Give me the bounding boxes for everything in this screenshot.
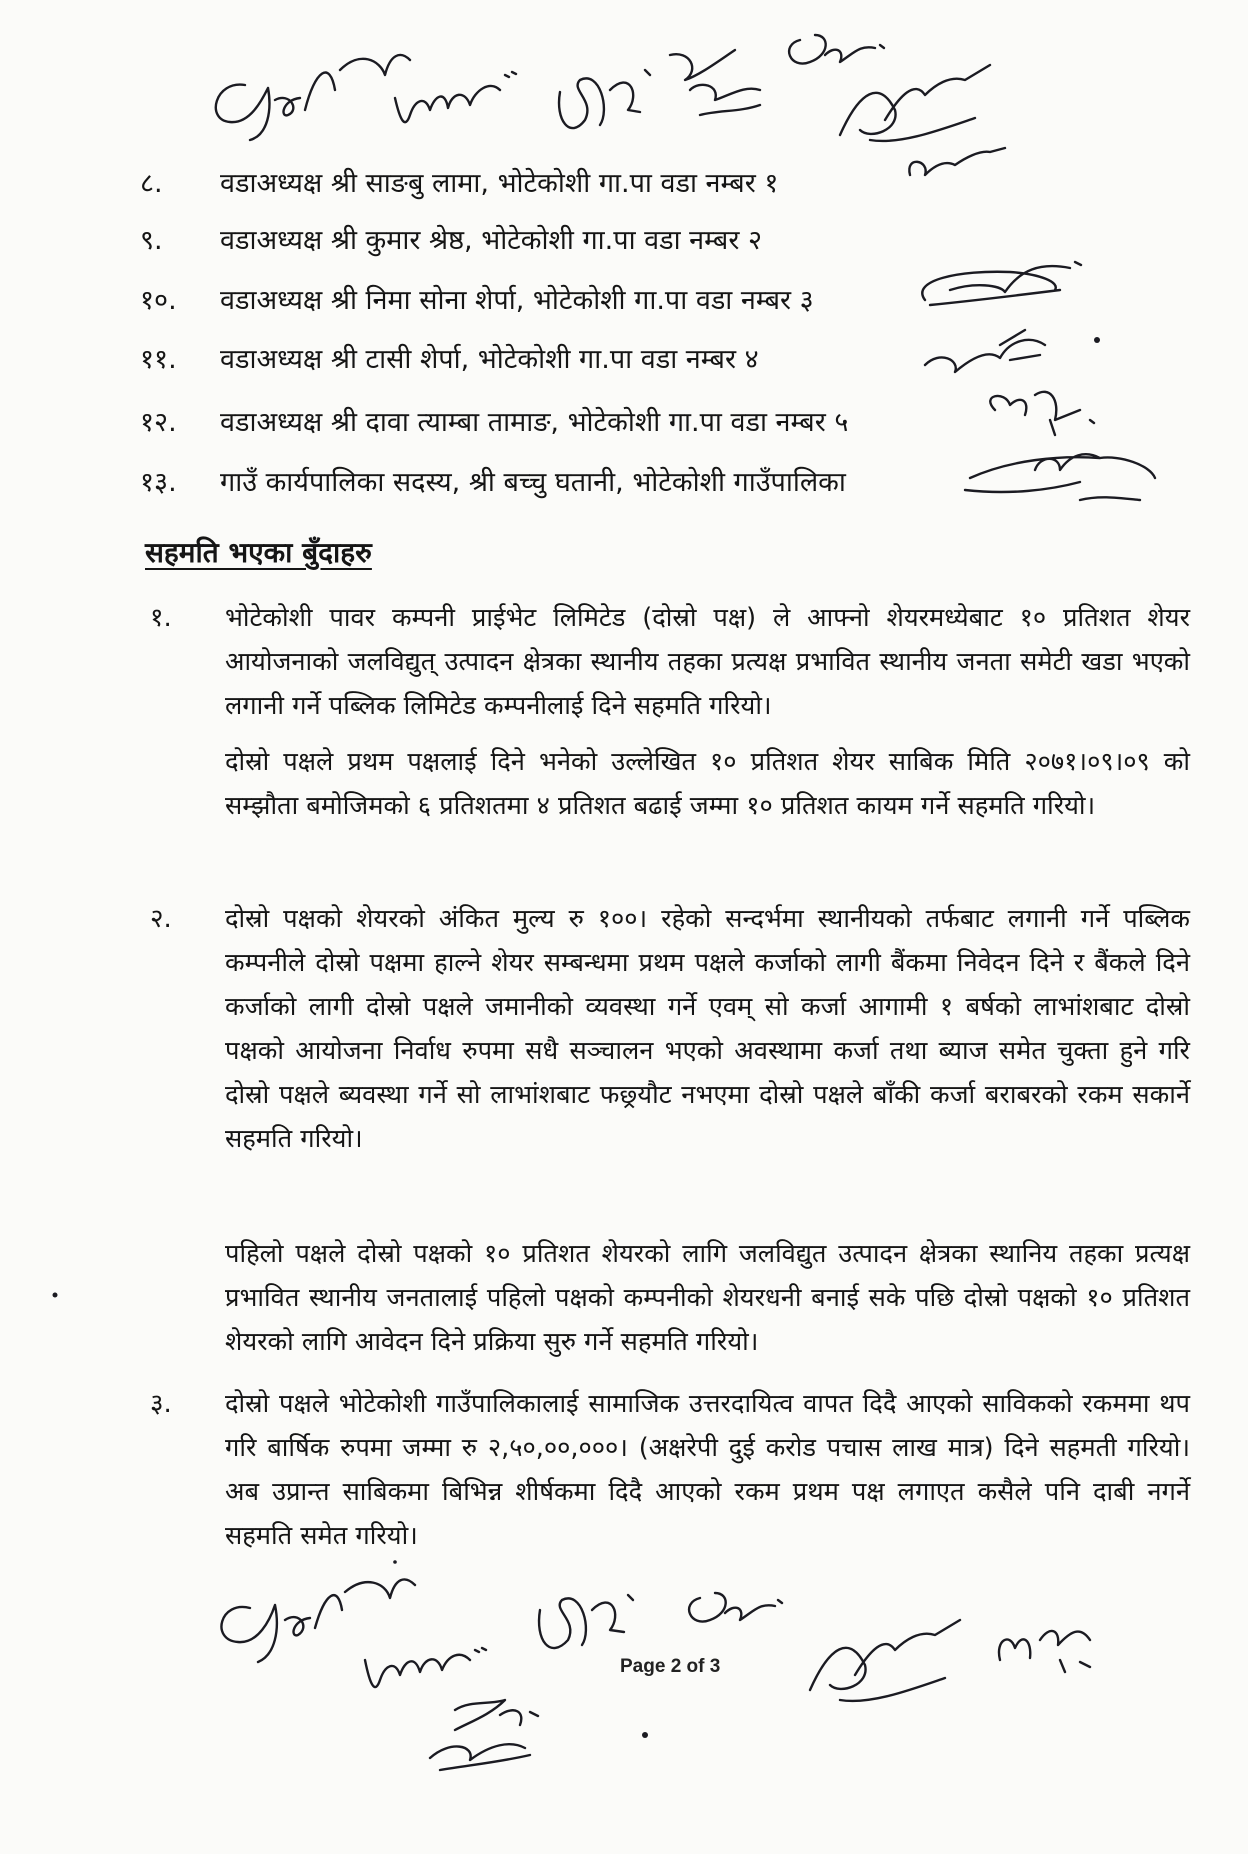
attendee-row	[140, 343, 759, 377]
point-number: १.	[150, 603, 172, 633]
attendee-text: वडाअध्यक्ष श्री निमा सोना शेर्पा, भोटेकोशी गा.पा वडा नम्बर ३	[220, 285, 814, 316]
attendee-row	[140, 406, 848, 440]
attendee-number: १२.	[140, 407, 177, 438]
attendee-number: ८.	[140, 168, 163, 199]
attendee-text: वडाअध्यक्ष श्री साङबु लामा, भोटेकोशी गा.पा वडा नम्बर १	[220, 168, 779, 199]
attendee-row	[140, 224, 762, 258]
attendee-text: वडाअध्यक्ष श्री दावा त्याम्बा तामाङ, भोटेकोशी गा.पा वडा नम्बर ५	[220, 407, 849, 438]
attendee-row	[140, 284, 814, 318]
point-paragraph: दोस्रो पक्षले भोटेकोशी गाउँपालिकालाई सामाजिक उत्तरदायित्व वापत दिदै आएको साविकको रकममा थप गरि बार्षिक रुपमा जम्मा रु २,५०,००,०००। (अक्षरेपी दुई करोड पचास लाख मात्र) दिने सहमती गरियो। अब उप्रान्त साबिकमा बिभिन्न शीर्षकमा दिदै आएको रकम प्रथम पक्ष लगाएत कसैले पनि दाबी नगर्ने सहमति समेत गरियो।	[225, 1389, 1190, 1551]
point-paragraph: भोटेकोशी पावर कम्पनी प्राईभेट लिमिटेड (दोस्रो पक्ष) ले आफ्नो शेयरमध्येबाट १० प्रतिशत शेयर आयोजनाको जलविद्युत् उत्पादन क्षेत्रका स्थानीय तहका प्रत्यक्ष प्रभावित स्थानीय जनता समेटी खडा भएको लगानी गर्ने पब्लिक लिमिटेड कम्पनीलाई दिने सहमति गरियो।	[225, 603, 1190, 721]
point-number: ३.	[150, 1389, 172, 1419]
point-paragraph: दोस्रो पक्षको शेयरको अंकित मुल्य रु १००। रहेको सन्दर्भमा स्थानीयको तर्फबाट लगानी गर्ने पब्लिक कम्पनीले दोस्रो पक्षमा हाल्ने शेयर सम्बन्धमा प्रथम पक्षले कर्जाको लागी बैंकमा निवेदन दिने र बैंकले दिने कर्जाको लागी दोस्रो पक्षले जमानीको व्यवस्था गर्ने एवम् सो कर्जा आगामी १ बर्षको लाभांशबाट दोस्रो पक्षको आयोजना निर्वाध रुपमा सधै सञ्चालन भएको अवस्थामा कर्जा तथा ब्याज समेत चुक्ता हुने गरि दोस्रो पक्षले ब्यवस्था गर्ने सो लाभांशबाट फछ्र्यौट नभएमा दोस्रो पक्षले बाँकी कर्जा बराबरको रकम सकार्ने सहमति गरियो।	[225, 904, 1190, 1154]
attendee-row	[140, 466, 846, 500]
attendee-number: ९.	[140, 225, 163, 256]
attendee-number: ११.	[140, 344, 177, 375]
attendee-row	[140, 167, 778, 201]
point-paragraph: दोस्रो पक्षले प्रथम पक्षलाई दिने भनेको उल्लेखित १० प्रतिशत शेयर साबिक मिति २०७१।०९।०९ को सम्झौता बमोजिमको ६ प्रतिशतमा ४ प्रतिशत बढाई जम्मा १० प्रतिशत कायम गर्ने सहमति गरियो।	[225, 747, 1190, 821]
attendee-text: वडाअध्यक्ष श्री टासी शेर्पा, भोटेकोशी गा.पा वडा नम्बर ४	[220, 344, 759, 375]
attendee-text: गाउँ कार्यपालिका सदस्य, श्री बच्चु घतानी, भोटेकोशी गाउँपालिका	[220, 467, 846, 498]
point-number: २.	[150, 904, 172, 934]
point-paragraph: पहिलो पक्षले दोस्रो पक्षको १० प्रतिशत शेयरको लागि जलविद्युत उत्पादन क्षेत्रका स्थानिय तहका प्रत्यक्ष प्रभावित स्थानीय जनतालाई पहिलो पक्षको कम्पनीको शेयरधनी बनाई सके पछि दोस्रो पक्षको १० प्रतिशत शेयरको लागि आवेदन दिने प्रक्रिया सुरु गर्ने सहमति गरियो।	[225, 1239, 1190, 1357]
page-footer: Page 2 of 3	[620, 1656, 721, 1677]
attendee-number: १०.	[140, 285, 177, 316]
attendee-number: १३.	[140, 467, 177, 498]
section-heading: सहमति भएका बुँदाहरु	[145, 536, 372, 569]
attendee-text: वडाअध्यक्ष श्री कुमार श्रेष्ठ, भोटेकोशी गा.पा वडा नम्बर २	[220, 225, 763, 256]
